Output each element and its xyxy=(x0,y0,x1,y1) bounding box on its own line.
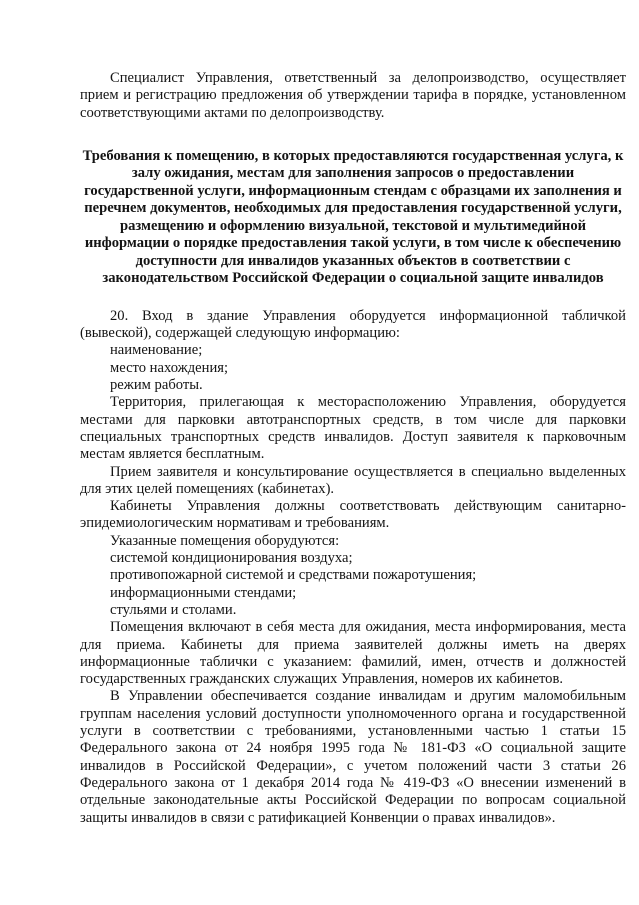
sign-item-location: место нахождения; xyxy=(110,359,229,376)
section-heading: Требования к помещению, в которых предоставляются государственная услуга, к залу ожидания, местам для заполнения запросов о предоставлении государственной услуги, информационным стендам с образцами их заполнения и перечнем документов, необходимых для предоставления государственной услуги, размещению и оформлению визуальной, текстовой и мультимедийной информации о порядке предоставления такой услуги, в том числе к обеспечению доступности для инвалидов указанных объектов в соответствии с законодательством Российской Федерации о социальной защите инвалидов xyxy=(82,147,624,287)
equipped-item-furniture: стульями и столами. xyxy=(110,601,237,618)
equipped-item-fire: противопожарной системой и средствами пожаротушения; xyxy=(110,567,477,584)
territory-paragraph: Территория, прилегающая к месторасположению Управления, оборудуется местами для парковки автотранспортных средств, в том числе для парковки специальных транспортных средств инвалидов. Доступ заявителя к парковочным местам является бесплатным. xyxy=(80,394,626,463)
intro-paragraph: Специалист Управления, ответственный за делопроизводство, осуществляет прием и регистрацию предложения об утверждении тарифа в порядке, установленном соответствующими актами по делопроизводству. xyxy=(80,70,626,121)
document-page xyxy=(80,70,626,827)
paragraph-20: 20. Вход в здание Управления оборудуется информационной табличкой (вывеской), содержащей следующую информацию: xyxy=(80,307,626,342)
equipped-intro: Указанные помещения оборудуются: xyxy=(110,532,340,549)
sign-item-hours: режим работы. xyxy=(110,377,203,394)
sign-item-name: наименование; xyxy=(110,342,203,359)
cabinets-paragraph: Кабинеты Управления должны соответствовать действующим санитарно-эпидемиологическим нормативам и требованиям. xyxy=(80,498,626,532)
rooms-paragraph: Помещения включают в себя места для ожидания, места информирования, места для приема. Кабинеты для приема заявителей должны иметь на дверях информационные таблички с указанием: фамилий, имен, отчеств и должностей государственных гражданских служащих Управления, номеров их кабинетов. xyxy=(80,619,626,688)
equipped-item-stands: информационными стендами; xyxy=(110,584,297,601)
disabled-access-paragraph: В Управлении обеспечивается создание инвалидам и другим маломобильным группам населения условий доступности уполномоченного органа и государственной услуги в соответствии с требованиями, установленными частью 1 статьи 15 Федерального закона от 24 ноября 1995 года № 181-ФЗ «О социальной защите инвалидов в Российской Федерации», с учетом положений части 3 статьи 26 Федерального закона от 1 декабря 2014 года № 419-ФЗ «О внесении изменений в отдельные законодательные акты Российской Федерации по вопросам социальной защиты инвалидов в связи с ратификацией Конвенции о правах инвалидов». xyxy=(80,688,626,826)
equipped-item-air: системой кондиционирования воздуха; xyxy=(110,550,353,567)
reception-paragraph: Прием заявителя и консультирование осуществляется в специально выделенных для этих целей помещениях (кабинетах). xyxy=(80,463,626,497)
